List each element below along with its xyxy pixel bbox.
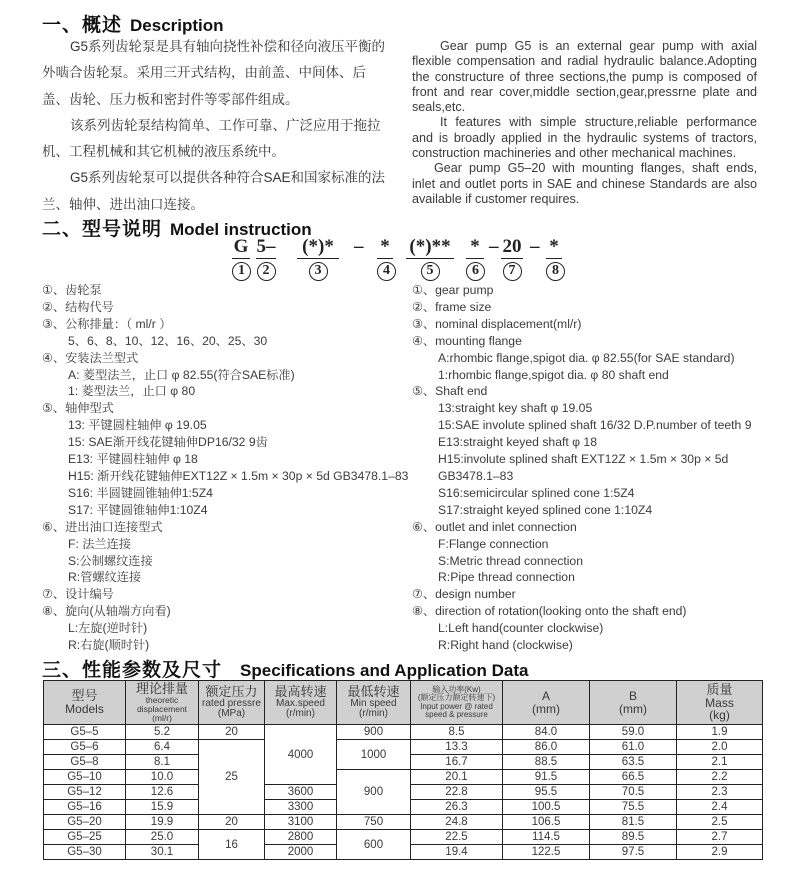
cell-model: G5–12: [44, 785, 126, 800]
cell-max-speed: 2000: [265, 845, 337, 860]
table-row: [44, 725, 763, 740]
legend-subitem: S17:straight keyed splined cone 1:10Z4: [438, 502, 653, 517]
cell-rated-pressure: 20: [199, 815, 265, 830]
cell-displacement: 25.0: [126, 830, 199, 845]
cell-displacement: 12.6: [126, 785, 199, 800]
cell-a: 95.5: [503, 785, 590, 800]
legend-subitem: L:Left hand(counter clockwise): [438, 621, 604, 636]
cell-displacement: 15.9: [126, 800, 199, 815]
cell-displacement: 8.1: [126, 755, 199, 770]
code-segment: G 1: [232, 236, 250, 281]
legend-subitem: A: 菱型法兰，止口 φ 82.55(符合SAE标准): [68, 367, 295, 382]
legend-subitem: S17: 平键圆锥轴伸1:10Z4: [68, 502, 208, 517]
table-header-row: [44, 681, 763, 725]
cell-input-power: 8.5: [411, 725, 503, 740]
cell-input-power: 19.4: [411, 845, 503, 860]
header-b: B (mm): [590, 681, 677, 725]
legend-subitem: 1:rhombic flange,spigot dia. φ 80 shaft end: [438, 367, 669, 382]
cell-input-power: 16.7: [411, 755, 503, 770]
legend-item: ⑦、设计编号: [42, 587, 114, 602]
code-segment: 20 7: [501, 236, 523, 281]
legend-item: ⑧、旋向(从轴端方向看): [42, 604, 171, 619]
model-code: [0, 236, 795, 280]
cell-max-speed: 3100: [265, 815, 337, 830]
legend-subitem: F:Flange connection: [438, 536, 549, 551]
header-max-speed: 最高转速 Max.speed (r/min): [265, 681, 337, 725]
cell-model: G5–8: [44, 755, 126, 770]
cell-a: 100.5: [503, 800, 590, 815]
cell-displacement: 19.9: [126, 815, 199, 830]
section-title-en: Model instruction: [170, 220, 312, 239]
cell-min-speed: 900: [337, 770, 411, 815]
legend-subitem: 1: 菱型法兰，止口 φ 80: [68, 384, 196, 399]
legend-subitem: R:Pipe thread connection: [438, 570, 575, 585]
table-row: [44, 815, 763, 830]
cell-input-power: 13.3: [411, 740, 503, 755]
header-min-speed: 最低转速 Min speed (r/min): [337, 681, 411, 725]
cell-b: 89.5: [590, 830, 677, 845]
cell-max-speed: 3300: [265, 800, 337, 815]
legend-item: ⑥、outlet and inlet connection: [412, 519, 577, 534]
code-segment: (*)* 3: [297, 236, 339, 281]
section-title-en: Description: [130, 16, 224, 35]
legend-subitem: E13:straight keyed shaft φ 18: [438, 435, 597, 450]
legend-subitem: 13: 平键圆柱轴伸 φ 19.05: [68, 418, 207, 433]
legend-subitem: L:左旋(逆时针): [68, 621, 148, 636]
code-separator: –: [530, 236, 540, 257]
section-title-cn: 二、型号说明: [42, 219, 163, 240]
description-en-paragraph: It features with simple structure,reliable performance and is broadly applied in the hydraulic systems of tractors, construction machineries and other mechanical machines.: [412, 115, 757, 161]
description-en-paragraph: Gear pump G5–20 with mounting flanges, shaft ends, inlet and outlet ports in SAE and chinese Standards are also available if customer requires.: [412, 161, 757, 206]
legend-item: ⑦、design number: [412, 587, 516, 602]
header-displacement: 理论排量 theoretic displacement (ml/r): [126, 681, 199, 725]
cell-b: 70.5: [590, 785, 677, 800]
cell-a: 91.5: [503, 770, 590, 785]
legend-subitem: H15: 渐开线花键轴伸EXT12Z × 1.5m × 30p × 5d GB3478.1–83: [68, 468, 409, 483]
legend-item: ②、结构代号: [42, 299, 114, 314]
cell-model: G5–10: [44, 770, 126, 785]
cell-max-speed: 4000: [265, 725, 337, 785]
cell-b: 97.5: [590, 845, 677, 860]
legend-item: ②、frame size: [412, 299, 492, 314]
cell-mass: 1.9: [677, 725, 763, 740]
code-separator: –: [489, 236, 499, 257]
legend-subitem: 15:SAE involute splined shaft 16/32 D.P.number of teeth 9: [438, 418, 752, 433]
legend-item: ⑥、进出油口连接型式: [42, 519, 163, 534]
cell-min-speed: 900: [337, 725, 411, 740]
legend-subitem: GB3478.1–83: [438, 468, 514, 483]
legend-item: ①、齿轮泵: [42, 283, 102, 297]
cell-displacement: 5.2: [126, 725, 199, 740]
model-legend-cn: [42, 282, 408, 654]
cell-rated-pressure: 25: [199, 740, 265, 815]
legend-item: ③、公称排量：（ ml/r ）: [42, 316, 172, 331]
header-models: 型号 Models: [44, 681, 126, 725]
cell-a: 106.5: [503, 815, 590, 830]
legend-subitem: S16: 半圆键圆锥轴伸1:5Z4: [68, 485, 213, 500]
cell-b: 81.5: [590, 815, 677, 830]
cell-b: 75.5: [590, 800, 677, 815]
cell-input-power: 26.3: [411, 800, 503, 815]
legend-item: ③、nominal displacement(ml/r): [412, 316, 582, 331]
legend-item: ⑧、direction of rotation(looking onto the shaft end): [412, 604, 687, 619]
cell-mass: 2.2: [677, 770, 763, 785]
code-segment: * 8: [546, 236, 562, 281]
cell-max-speed: 3600: [265, 785, 337, 800]
cell-model: G5–16: [44, 800, 126, 815]
legend-subitem: 13:straight key shaft φ 19.05: [438, 401, 593, 416]
section-title-cn: 一、概述: [42, 15, 123, 36]
legend-subitem: H15:involute splined shaft EXT12Z × 1.5m × 30p × 5d: [438, 452, 729, 467]
header-input-power: 输入功率(Kw) (额定压力额定转速下) Input power @ rated speed & pressure: [411, 681, 503, 725]
cell-model: G5–30: [44, 845, 126, 860]
section-specs-title: [42, 655, 528, 682]
cell-b: 59.0: [590, 725, 677, 740]
section-description-title: [42, 10, 224, 37]
cell-a: 84.0: [503, 725, 590, 740]
cell-min-speed: 1000: [337, 740, 411, 770]
section-title-cn: 三、性能参数及尺寸: [42, 660, 223, 681]
cell-b: 61.0: [590, 740, 677, 755]
description-cn: [42, 34, 392, 218]
specs-table: [43, 680, 763, 860]
code-segment: (*)** 5: [406, 236, 454, 281]
legend-subitem: F: 法兰连接: [68, 536, 131, 551]
cell-input-power: 22.8: [411, 785, 503, 800]
cell-a: 122.5: [503, 845, 590, 860]
cell-mass: 2.7: [677, 830, 763, 845]
legend-subitem: 15: SAE渐开线花键轴伸DP16/32 9齿: [68, 435, 268, 450]
legend-subitem: R:右旋(顺时针): [68, 638, 150, 653]
legend-item: ④、mounting flange: [412, 333, 522, 348]
cell-mass: 2.1: [677, 755, 763, 770]
cell-model: G5–5: [44, 725, 126, 740]
cell-rated-pressure: 16: [199, 830, 265, 860]
cell-rated-pressure: 20: [199, 725, 265, 740]
cell-mass: 2.3: [677, 785, 763, 800]
cell-b: 63.5: [590, 755, 677, 770]
table-row: [44, 740, 763, 755]
cell-a: 114.5: [503, 830, 590, 845]
legend-subitem: A:rhombic flange,spigot dia. φ 82.55(for SAE standard): [438, 350, 735, 365]
description-cn-paragraph: G5系列齿轮泵可以提供各种符合SAE和国家标准的法兰、轴伸、进出油口连接。: [42, 170, 386, 212]
legend-subitem: S:公制螺纹连接: [68, 553, 153, 568]
code-segment: * 6: [466, 236, 484, 281]
legend-subitem: S16:semicircular splined cone 1:5Z4: [438, 485, 635, 500]
cell-displacement: 6.4: [126, 740, 199, 755]
description-cn-paragraph: G5系列齿轮泵是具有轴向挠性补偿和径向液压平衡的外啮合齿轮泵。采用三开式结构，由前盖、中间体、后盖、齿轮、压力板和密封件等零部件组成。: [42, 39, 386, 107]
legend-subitem: E13: 平键圆柱轴伸 φ 18: [68, 452, 198, 467]
description-en: [412, 39, 757, 207]
cell-mass: 2.0: [677, 740, 763, 755]
section-title-en: Specifications and Application Data: [240, 661, 529, 680]
legend-subitem: R:管螺纹连接: [68, 570, 142, 585]
code-segment: * 4: [377, 236, 393, 281]
cell-displacement: 30.1: [126, 845, 199, 860]
cell-b: 66.5: [590, 770, 677, 785]
header-a: A (mm): [503, 681, 590, 725]
legend-item: ⑤、Shaft end: [412, 384, 488, 399]
cell-max-speed: 2800: [265, 830, 337, 845]
header-rated-pressure: 额定压力 rated pressre (MPa): [199, 681, 265, 725]
table-row: [44, 770, 763, 785]
header-mass: 质量 Mass (kg): [677, 681, 763, 725]
legend-item: ⑤、轴伸型式: [42, 401, 114, 416]
description-en-paragraph: Gear pump G5 is an external gear pump with axial flexible compensation and radial hydraulic balance.Adopting the constructure of three sections,the pump is composed of front and rear cover,middle section,gear,pressrne plate and seals,etc.: [412, 39, 757, 115]
legend-subitem: 5、6、8、10、12、16、20、25、30: [68, 333, 268, 348]
cell-a: 88.5: [503, 755, 590, 770]
cell-model: G5–25: [44, 830, 126, 845]
description-cn-paragraph: 该系列齿轮泵结构简单、工作可靠、广泛应用于拖拉机、工程机械和其它机械的液压系统中。: [42, 117, 381, 160]
legend-item: ①、gear pump: [412, 283, 494, 297]
cell-input-power: 24.8: [411, 815, 503, 830]
legend-subitem: S:Metric thread connection: [438, 553, 583, 568]
table-row: [44, 830, 763, 845]
cell-mass: 2.4: [677, 800, 763, 815]
cell-input-power: 20.1: [411, 770, 503, 785]
cell-a: 86.0: [503, 740, 590, 755]
cell-displacement: 10.0: [126, 770, 199, 785]
code-separator: –: [354, 236, 364, 257]
legend-item: ④、安装法兰型式: [42, 350, 139, 365]
legend-subitem: R:Right hand (clockwise): [438, 638, 573, 653]
code-segment: 5– 2: [256, 236, 276, 281]
cell-mass: 2.5: [677, 815, 763, 830]
cell-mass: 2.9: [677, 845, 763, 860]
cell-model: G5–6: [44, 740, 126, 755]
model-legend-en: [412, 282, 751, 654]
cell-min-speed: 750: [337, 815, 411, 830]
cell-min-speed: 600: [337, 830, 411, 860]
cell-input-power: 22.5: [411, 830, 503, 845]
cell-model: G5–20: [44, 815, 126, 830]
